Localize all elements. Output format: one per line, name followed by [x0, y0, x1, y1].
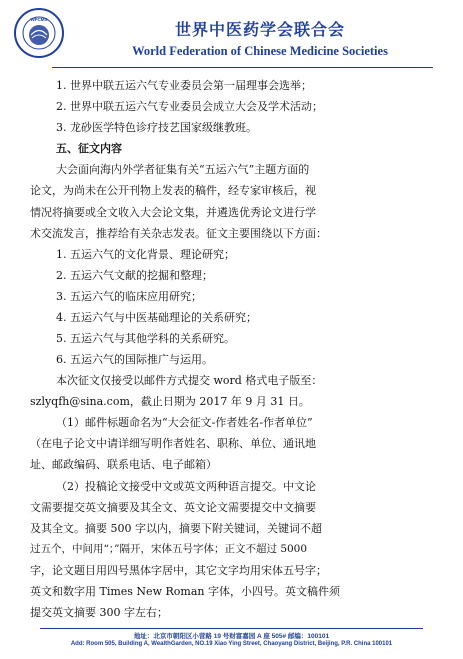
topic-item: 6. 五运六气的国际推广与运用。: [56, 353, 213, 366]
intro-line: 情况将摘要或全文收入大会论文集，并遴选优秀论文进行学: [30, 205, 316, 219]
footer-address-chinese: 地址：北京市朝阳区小营路 19 号财富嘉园 A 座 505# 邮编：100101: [133, 633, 330, 640]
submission-line: 过五个，中间用“；”隔开，宋体五号字体；正文不超过 5000: [30, 542, 308, 555]
submission-line: 文需要提交英文摘要及其全文、英文论文需要提交中文摘要: [30, 500, 316, 514]
org-title-chinese: 世界中医药学会联合会: [174, 20, 345, 39]
submission-line: szlyqfh@sina.com，截止日期为 2017 年 9 月 31 日。: [30, 395, 310, 409]
topic-item: 2. 五运六气文献的挖掘和整理；: [56, 268, 213, 282]
letterhead: [0, 0, 463, 70]
header-divider: [52, 67, 433, 68]
agenda-item: 2. 世界中联五运六气专业委员会成立大会及学术活动；: [56, 100, 323, 114]
submission-line: 英文和数字用 Times New Roman 字体，小四号。英文稿件须: [30, 584, 340, 598]
submission-line: （2）投稿论文接受中文或英文两种语言提交。中文论: [56, 479, 316, 493]
footer-divider: [40, 628, 423, 629]
wfcms-logo-icon: [14, 8, 64, 58]
submission-line: （1）邮件标题命名为“大会征文-作者姓名-作者单位”: [56, 416, 313, 430]
submission-line: 字，论文题目用四号黑体字居中，其它文字均用宋体五号字；: [30, 563, 327, 577]
topic-item: 5. 五运六气与其他学科的关系研究。: [56, 332, 235, 345]
agenda-item: 3. 龙砂医学特色诊疗技艺国家级继教班。: [56, 121, 257, 135]
submission-line: （在电子论文中请详细写明作者姓名、职称、单位、通讯地: [30, 437, 316, 451]
svg-text:WFCMS: WFCMS: [30, 17, 48, 22]
topic-item: 3. 五运六气的临床应用研究；: [56, 289, 202, 303]
submission-line: 及其全文。摘要 500 字以内，摘要下附关键词，关键词不超: [30, 521, 322, 535]
intro-line: 论文，为尚未在公开刊物上发表的稿件，经专家审核后，视: [30, 184, 316, 198]
submission-line: 本次征文仅接受以邮件方式提交 word 格式电子版至：: [56, 374, 323, 388]
submission-line: 址、邮政编码、联系电话、电子邮箱）: [30, 458, 217, 472]
section-heading: 五、征文内容: [56, 142, 122, 156]
agenda-item: 1. 世界中联五运六气专业委员会第一届理事会选举；: [56, 79, 312, 92]
footer-address-english: Add: Room 505, Building A, WealthGarden, NO.19 Xiao Ying Street, Chaoyang District, Beijing, P.R. China 100101: [70, 641, 393, 647]
submission-line: 提交英文摘要 300 字左右；: [30, 606, 168, 619]
topic-item: 1. 五运六气的文化背景、理论研究；: [56, 247, 235, 261]
org-title-english: World Federation of Chinese Medicine Societies: [132, 44, 388, 58]
intro-line: 大会面向海内外学者征集有关“五运六气”主题方面的: [56, 163, 310, 177]
topic-item: 4. 五运六气与中医基础理论的关系研究；: [56, 310, 257, 324]
intro-line: 术交流发言，推荐给有关杂志发表。征文主要围绕以下方面：: [30, 226, 327, 240]
